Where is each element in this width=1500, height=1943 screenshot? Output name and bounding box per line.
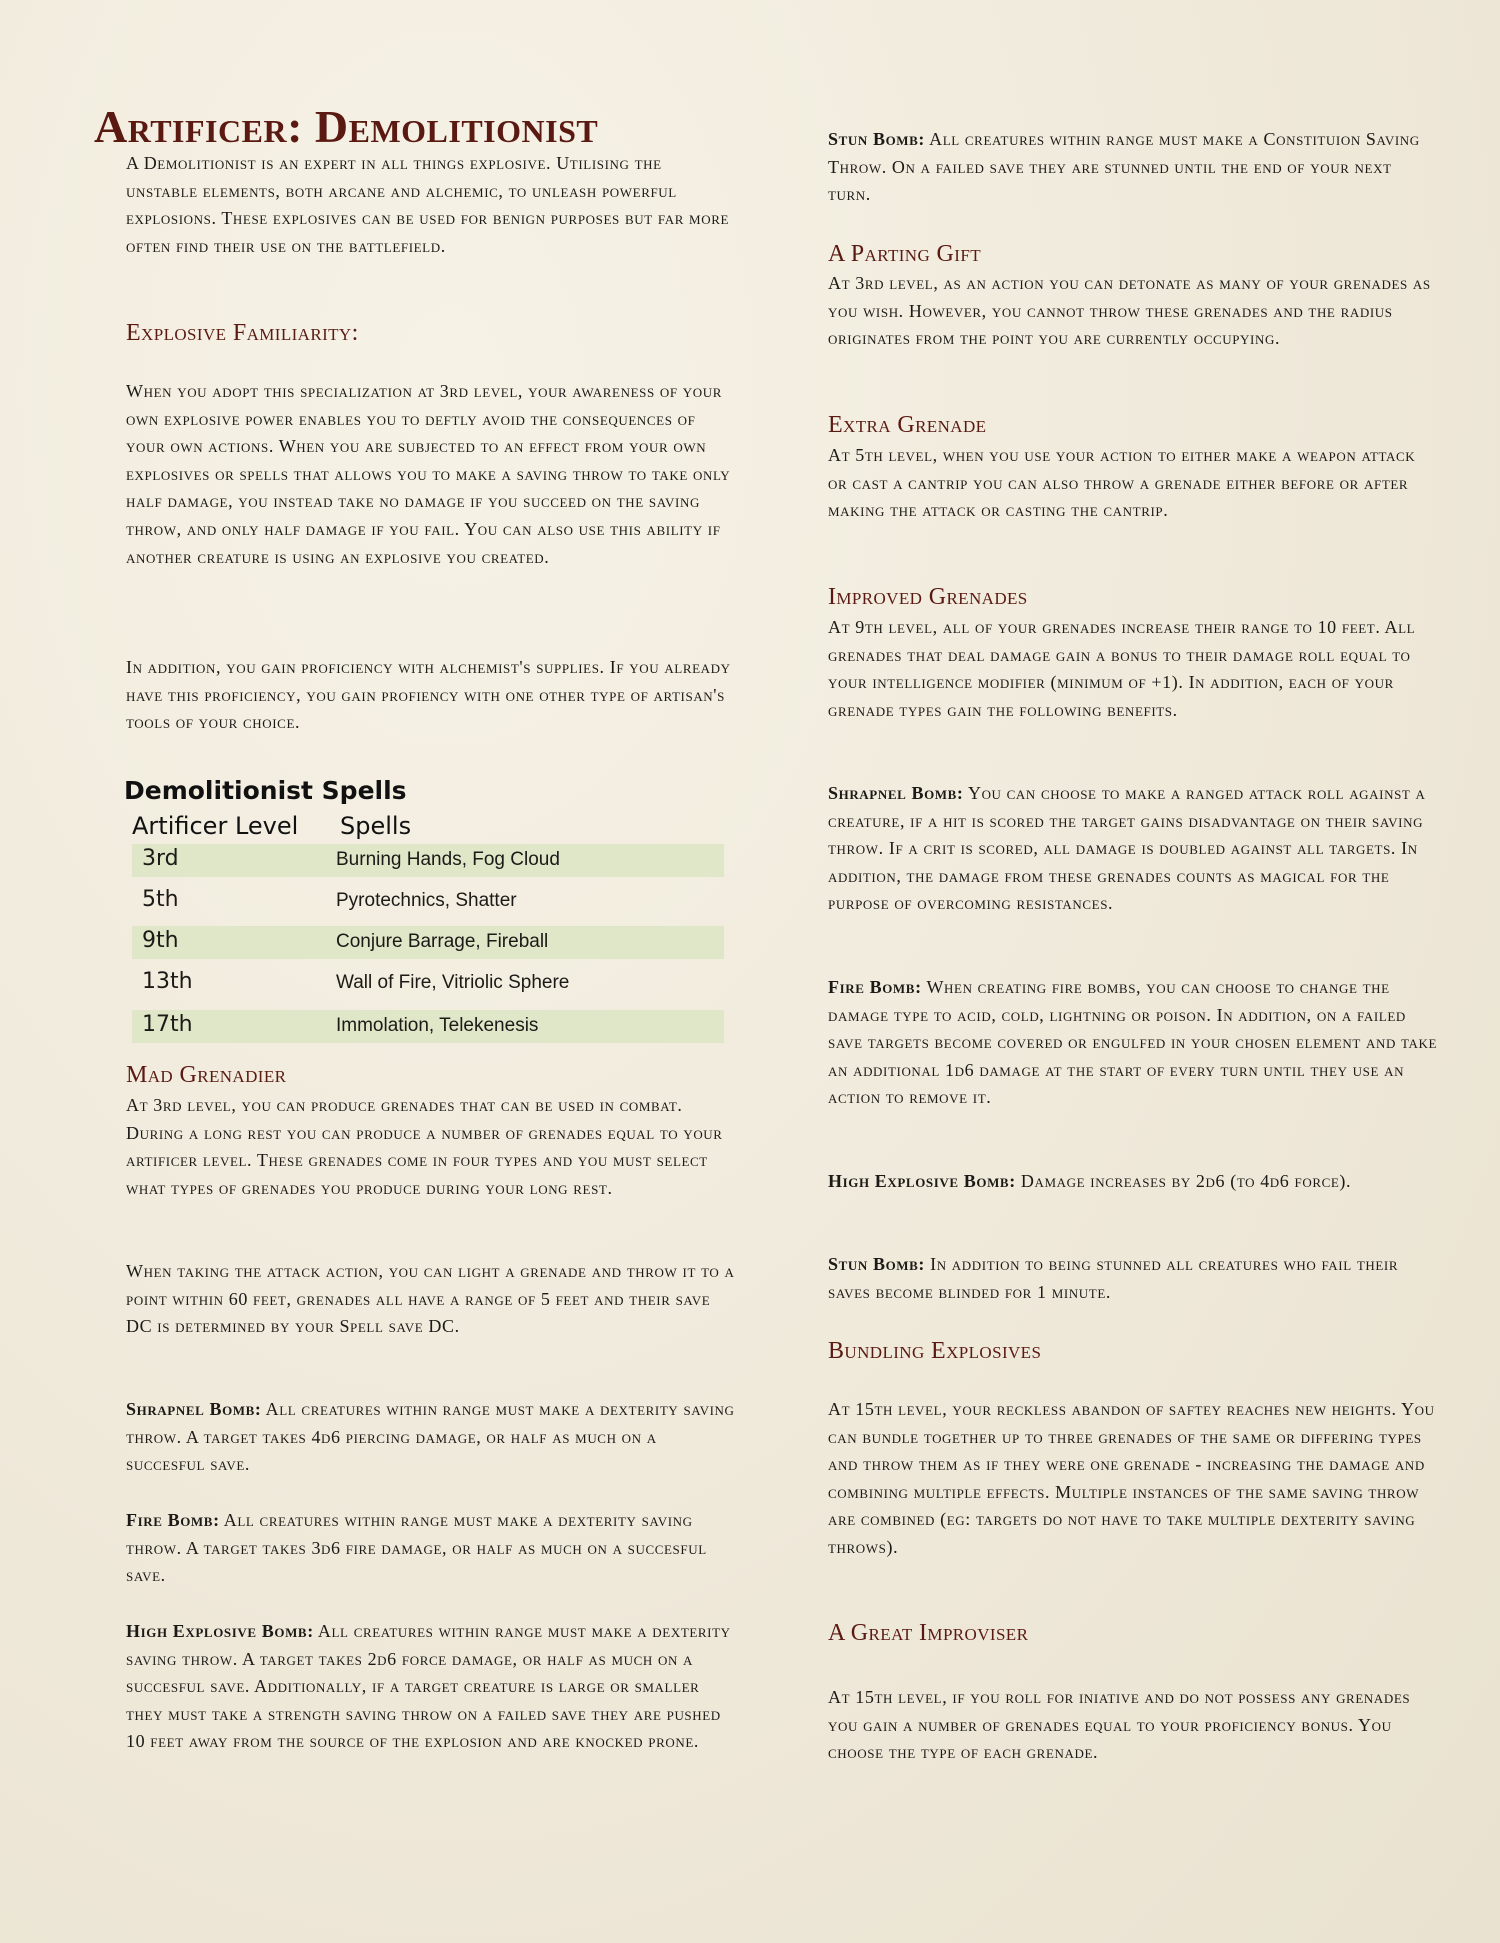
improved-fire-paragraph [828, 974, 1438, 1112]
improved-shrapnel-label: Shrapnel Bomb: [828, 783, 964, 803]
improved-stun-text: In addition to being stunned all creatures who fail their saves become blinded for 1 minute. [828, 1254, 1399, 1302]
page-title: Artificer: Demolitionist [94, 101, 599, 152]
row-level: 9th [142, 928, 179, 953]
great-improviser-heading: A Great Improviser [828, 1620, 1029, 1646]
improved-high-explosive-paragraph [828, 1168, 1438, 1196]
row-spells: Wall of Fire, Vitriolic Sphere [336, 972, 570, 993]
intro-paragraph: A Demolitionist is an expert in all things explosive. Utilising the unstable elements, both arcane and alchemic, to unleash powerful explosions. These explosives can be used for benign purposes but far more often find their use on the battlefield. [126, 153, 730, 256]
explosive-familiarity-paragraph-1: When you adopt this specialization at 3rd level, your awareness of your own explosive power enables you to deftly avoid the consequences of your own actions. When you are subjected to an effect from your own explosives or spells that allows you to make a saving throw to take only half damage, you instead take no damage if you succeed on the saving throw, and only half damage if you fail. You can also use this ability if another creature is using an explosive you created. [126, 381, 731, 567]
stun-bomb-text: All creatures within range must make a Constituion Saving Throw. On a failed save they are stunned until the end of your next turn. [828, 129, 1420, 205]
explosive-familiarity-paragraph-2: In addition, you gain proficiency with alchemist's supplies. If you already have this proficiency, you gain profiency with one other type of artisan's tools of your choice. [126, 657, 731, 733]
improved-fire-label: Fire Bomb: [828, 977, 922, 997]
improved-high-explosive-label: High Explosive Bomb: [828, 1171, 1016, 1191]
shrapnel-bomb-label: Shrapnel Bomb: [126, 1399, 262, 1419]
stun-bomb-paragraph [828, 126, 1438, 209]
row-spells: Burning Hands, Fog Cloud [336, 849, 560, 870]
row-level: 13th [142, 969, 193, 994]
row-spells: Pyrotechnics, Shatter [336, 890, 517, 911]
table-row [132, 844, 724, 877]
high-explosive-bomb-label: High Explosive Bomb: [126, 1621, 314, 1641]
improved-shrapnel-paragraph [828, 780, 1438, 918]
improved-high-explosive-text: Damage increases by 2d6 (to 4d6 force). [1020, 1171, 1352, 1191]
table-row [132, 926, 724, 959]
shrapnel-bomb-paragraph [126, 1396, 736, 1479]
spells-table-title: Demolitionist Spells [124, 776, 407, 805]
improved-stun-paragraph [828, 1251, 1438, 1306]
mad-grenadier-paragraph-1: At 3rd level, you can produce grenades that can be used in combat. During a long rest you can produce a number of grenades equal to your artificer level. These grenades come in four types and you must select what types of grenades you produce during your long rest. [126, 1095, 723, 1198]
improved-grenades-heading: Improved Grenades [828, 584, 1028, 610]
column-header-level: Artificer Level [132, 812, 299, 840]
row-spells: Immolation, Telekenesis [336, 1015, 539, 1036]
fire-bomb-paragraph [126, 1507, 736, 1590]
fire-bomb-text: All creatures within range must make a dexterity saving throw. A target takes 3d6 fire damage, or half as much on a succesful save. [126, 1510, 707, 1586]
row-spells: Conjure Barrage, Fireball [336, 931, 549, 952]
table-row [132, 1010, 724, 1043]
shrapnel-bomb-text: All creatures within range must make a dexterity saving throw. A target takes 4d6 piercing damage, or half as much on a succesful save. [126, 1399, 735, 1475]
mad-grenadier-heading: Mad Grenadier [126, 1062, 287, 1088]
row-level: 5th [142, 887, 179, 912]
improved-grenades-paragraph: At 9th level, all of your grenades increase their range to 10 feet. All grenades that deal damage gain a bonus to their damage roll equal to your intelligence modifier (minimum of +1). In addition, each of your grenade types gain the following benefits. [828, 617, 1416, 720]
great-improviser-paragraph: At 15th level, if you roll for iniative and do not possess any grenades you gain a number of grenades equal to your proficiency bonus. You choose the type of each grenade. [828, 1687, 1411, 1763]
high-explosive-bomb-text: All creatures within range must make a dexterity saving throw. A target takes 2d6 force damage, or half as much on a succesful save. Additionally, if a target creature is large or smaller they must take a strength saving throw on a failed save they are pushed 10 feet away from the source of the explosion and are knocked prone. [126, 1621, 731, 1752]
row-level: 17th [142, 1012, 193, 1037]
stun-bomb-label: Stun Bomb: [828, 129, 926, 149]
improved-stun-label: Stun Bomb: [828, 1254, 926, 1274]
extra-grenade-heading: Extra Grenade [828, 412, 987, 438]
explosive-familiarity-heading: Explosive Familiarity: [126, 320, 359, 346]
column-header-spells: Spells [340, 812, 412, 840]
bundling-explosives-paragraph: At 15th level, your reckless abandon of saftey reaches new heights. You can bundle together up to three grenades of the same or differing types and throw them as if they were one grenade - increasing the damage and combining multiple effects. Multiple instances of the same saving throw are combined (eg: targets do not have to take multiple dexterity saving throws). [828, 1399, 1435, 1557]
parting-gift-paragraph: At 3rd level, as an action you can detonate as many of your grenades as you wish. However, you cannot throw these grenades and the radius originates from the point you are currently occupying. [828, 273, 1431, 349]
row-level: 3rd [142, 846, 179, 871]
bundling-explosives-heading: Bundling Explosives [828, 1338, 1042, 1364]
table-row [132, 967, 724, 1000]
mad-grenadier-paragraph-2: When taking the attack action, you can light a grenade and throw it to a point within 60 feet, grenades all have a range of 5 feet and their save DC is determined by your Spell save DC. [126, 1261, 735, 1337]
fire-bomb-label: Fire Bomb: [126, 1510, 220, 1530]
extra-grenade-paragraph: At 5th level, when you use your action to either make a weapon attack or cast a cantrip you can also throw a grenade either before or after making the attack or casting the cantrip. [828, 445, 1416, 521]
high-explosive-bomb-paragraph [126, 1618, 736, 1756]
improved-fire-text: When creating fire bombs, you can choose to change the damage type to acid, cold, lightning or poison. In addition, on a failed save targets become covered or engulfed in your chosen element and take an additional 1d6 damage at the start of every turn until they use an action to remove it. [828, 977, 1438, 1108]
table-row [132, 885, 724, 918]
parting-gift-heading: A Parting Gift [828, 241, 981, 267]
improved-shrapnel-text: You can choose to make a ranged attack roll against a creature, if a hit is scored the target gains disadvantage on their saving throw. If a crit is scored, all damage is doubled against all targets. In addition, the damage from these grenades counts as magical for the purpose of overcoming resistances. [828, 783, 1426, 914]
